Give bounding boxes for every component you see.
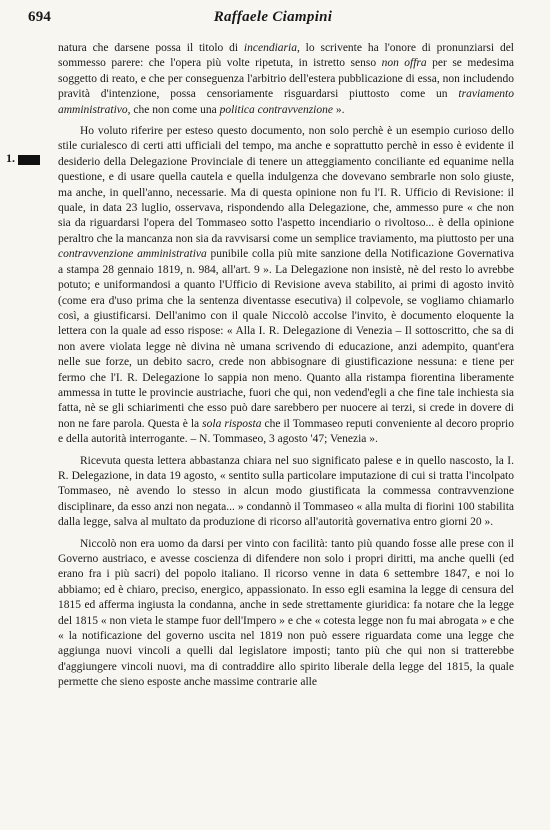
italic-text-run: traviamento amministrativo xyxy=(58,88,514,116)
paragraph-documento xyxy=(58,124,514,448)
redaction-block xyxy=(18,155,40,165)
italic-text-run: non offra xyxy=(381,57,427,70)
text-run: punibile colla più mite sanzione della Notificazione Governativa a stampa 28 gennaio 1819, n. 984, all'art. 9 ». La Delegazione non insistè, nè del resto lo avrebbe potuto; e uniformandosi a quanto l'Ufficio di Revisione aveva stabilito, ai primi di agosto invitò (come era d'uso prima che la sentenza diventasse esecutiva) il colpevole, se vogliamo chiamarlo così, a giustificarsi. Dell'animo con il quale Niccolò accolse l'invito, è documento eloquente la lettera con la quale ad esso rispose: « Alla I. R. Delegazione di Venezia – Il sottoscritto, che sa di non avere violata legge nè divina nè umana scrivendo di educazione, anzi adempito, quant'era nelle sue forze, un debito sacro, crede non abbisognare di giustificazione nessuna: e tiene per fermo che l'I. R. Delegazione lo sappia non meno. Quanto alla ristampa fiorentina liberamente ammessa in tutte le provincie austriache, fuori che qui, non vedend'egli a che fine tale inchiesta sia fatta, nè se gli schiarimenti che esso può dare sarebbero per nuocere ai terzi, si crede in dovere di non ne fare parola. Questa è la xyxy=(58,248,514,430)
paragraph-ricevuta xyxy=(58,454,514,531)
paragraph-continued xyxy=(58,41,514,118)
page-header xyxy=(28,9,518,31)
text-run: natura che darsene possa il titolo di xyxy=(58,42,244,54)
text-run: che il Tommaseo reputi conveniente al decoro proprio e della autorità interrogante. – N. Tommaseo, 3 agosto '47; Venezia ». xyxy=(58,417,514,446)
page-number: 694 xyxy=(28,9,52,25)
running-head: Raffaele Ciampini xyxy=(213,9,333,25)
italic-text-run: contravvenzione amministrativa xyxy=(58,248,207,261)
text-run: Ricevuta questa lettera abbastanza chiara nel suo significato palese e in quello nascosto, la I. R. Delegazione, in data 19 agosto, « sentito sulla particolare imputazione di cui si tratta l'incolpato Tommaseo, nè avendo lo stesso in alcun modo giustificata la commessa contravvenzione disciplinare, da esso anzi non negata... » condannò il Tommaseo « alla multa di fiorini 100 stabilita dalla legge, salva al multato da produzione di ricorso all'autorità governativa entro giorni 20 ». xyxy=(58,454,514,529)
body-text xyxy=(58,41,514,691)
text-run: ». xyxy=(332,103,345,116)
text-run: per se medesima soggetto di reato, e che per conseguenza l'arbitrio dell'estera pubblicazione di essa, non includendo pravità d'intenzione, possa censoriamente risguardarsi piuttosto come un xyxy=(58,57,515,101)
italic-text-run: sola risposta xyxy=(202,417,262,430)
text-run: , che non come una xyxy=(127,103,220,116)
text-run: Niccolò non era uomo da darsi per vinto con facilità: tanto più quando fosse alle prese con il Governo austriaco, e avesse coscienza di difendere non solo i propri diritti, ma anche quelli (ed erano fra i più sacri) del popolo italiano. Il ricorso venne in data 6 settembre 1847, e noi lo abbiamo; ed è chiaro, preciso, energico, appassionato. In esso egli esamina la legge di censura del 1815 ed afferma ingiusta la condanna, anche in sede strettamente giuridica: fa notare che la legge del 1815 « non vieta le stampe fuor dell'Impero » e che « cotesta legge non fu mai abrogata » e che « la notificazione del governo uscita nel 1819 non può essere riguardata come una legge che aggiunga nuovi vincoli a quelli dal legislatore imposti; tanto più che qui non si tratterebbe d'aggiungere vincoli nuovi, ma di contraddire allo spirito liberale della legge del 1815, la quale permette che sieno esposte anche massime contrarie alle xyxy=(58,537,514,689)
text-run: Ho voluto riferire per esteso questo documento, non solo perchè è un esempio curioso dello stile curialesco di certi atti ufficiali del tempo, ma anche e soprattutto perchè in esso è evidente il desiderio della Delegazione Provinciale di tenere un atteggiamento conciliante ed equanime nella questione, e di usare quella cautela e quella indulgenza che dovevano sembrarle non solo giuste, ma anche, in quell'anno, necessarie. Ma di questa opinione non fu l'I. R. Ufficio di Revisione: il quale, in data 23 luglio, osservava, rispondendo alla Delegazione, che, ammesso pure « che non sia da riguardarsi l'opera del Tommaseo sotto l'aspetto incendiario o rivoltoso... è della opinione peraltro che la mancanza non sia da ravvisarsi come un semplice traviamento, ma piuttosto per una xyxy=(58,125,514,245)
margin-marker-numeral: 1. xyxy=(6,151,15,165)
italic-text-run: incendiaria xyxy=(243,42,297,54)
paragraph-niccolo xyxy=(58,537,514,691)
text-run: , lo scrivente ha l'onore di pronunziarsi del sommesso parere: che l'opera più volte ripetuta, in istretto senso xyxy=(58,42,514,70)
italic-text-run: politica contravvenzione xyxy=(219,103,333,116)
margin-marker xyxy=(6,152,42,166)
